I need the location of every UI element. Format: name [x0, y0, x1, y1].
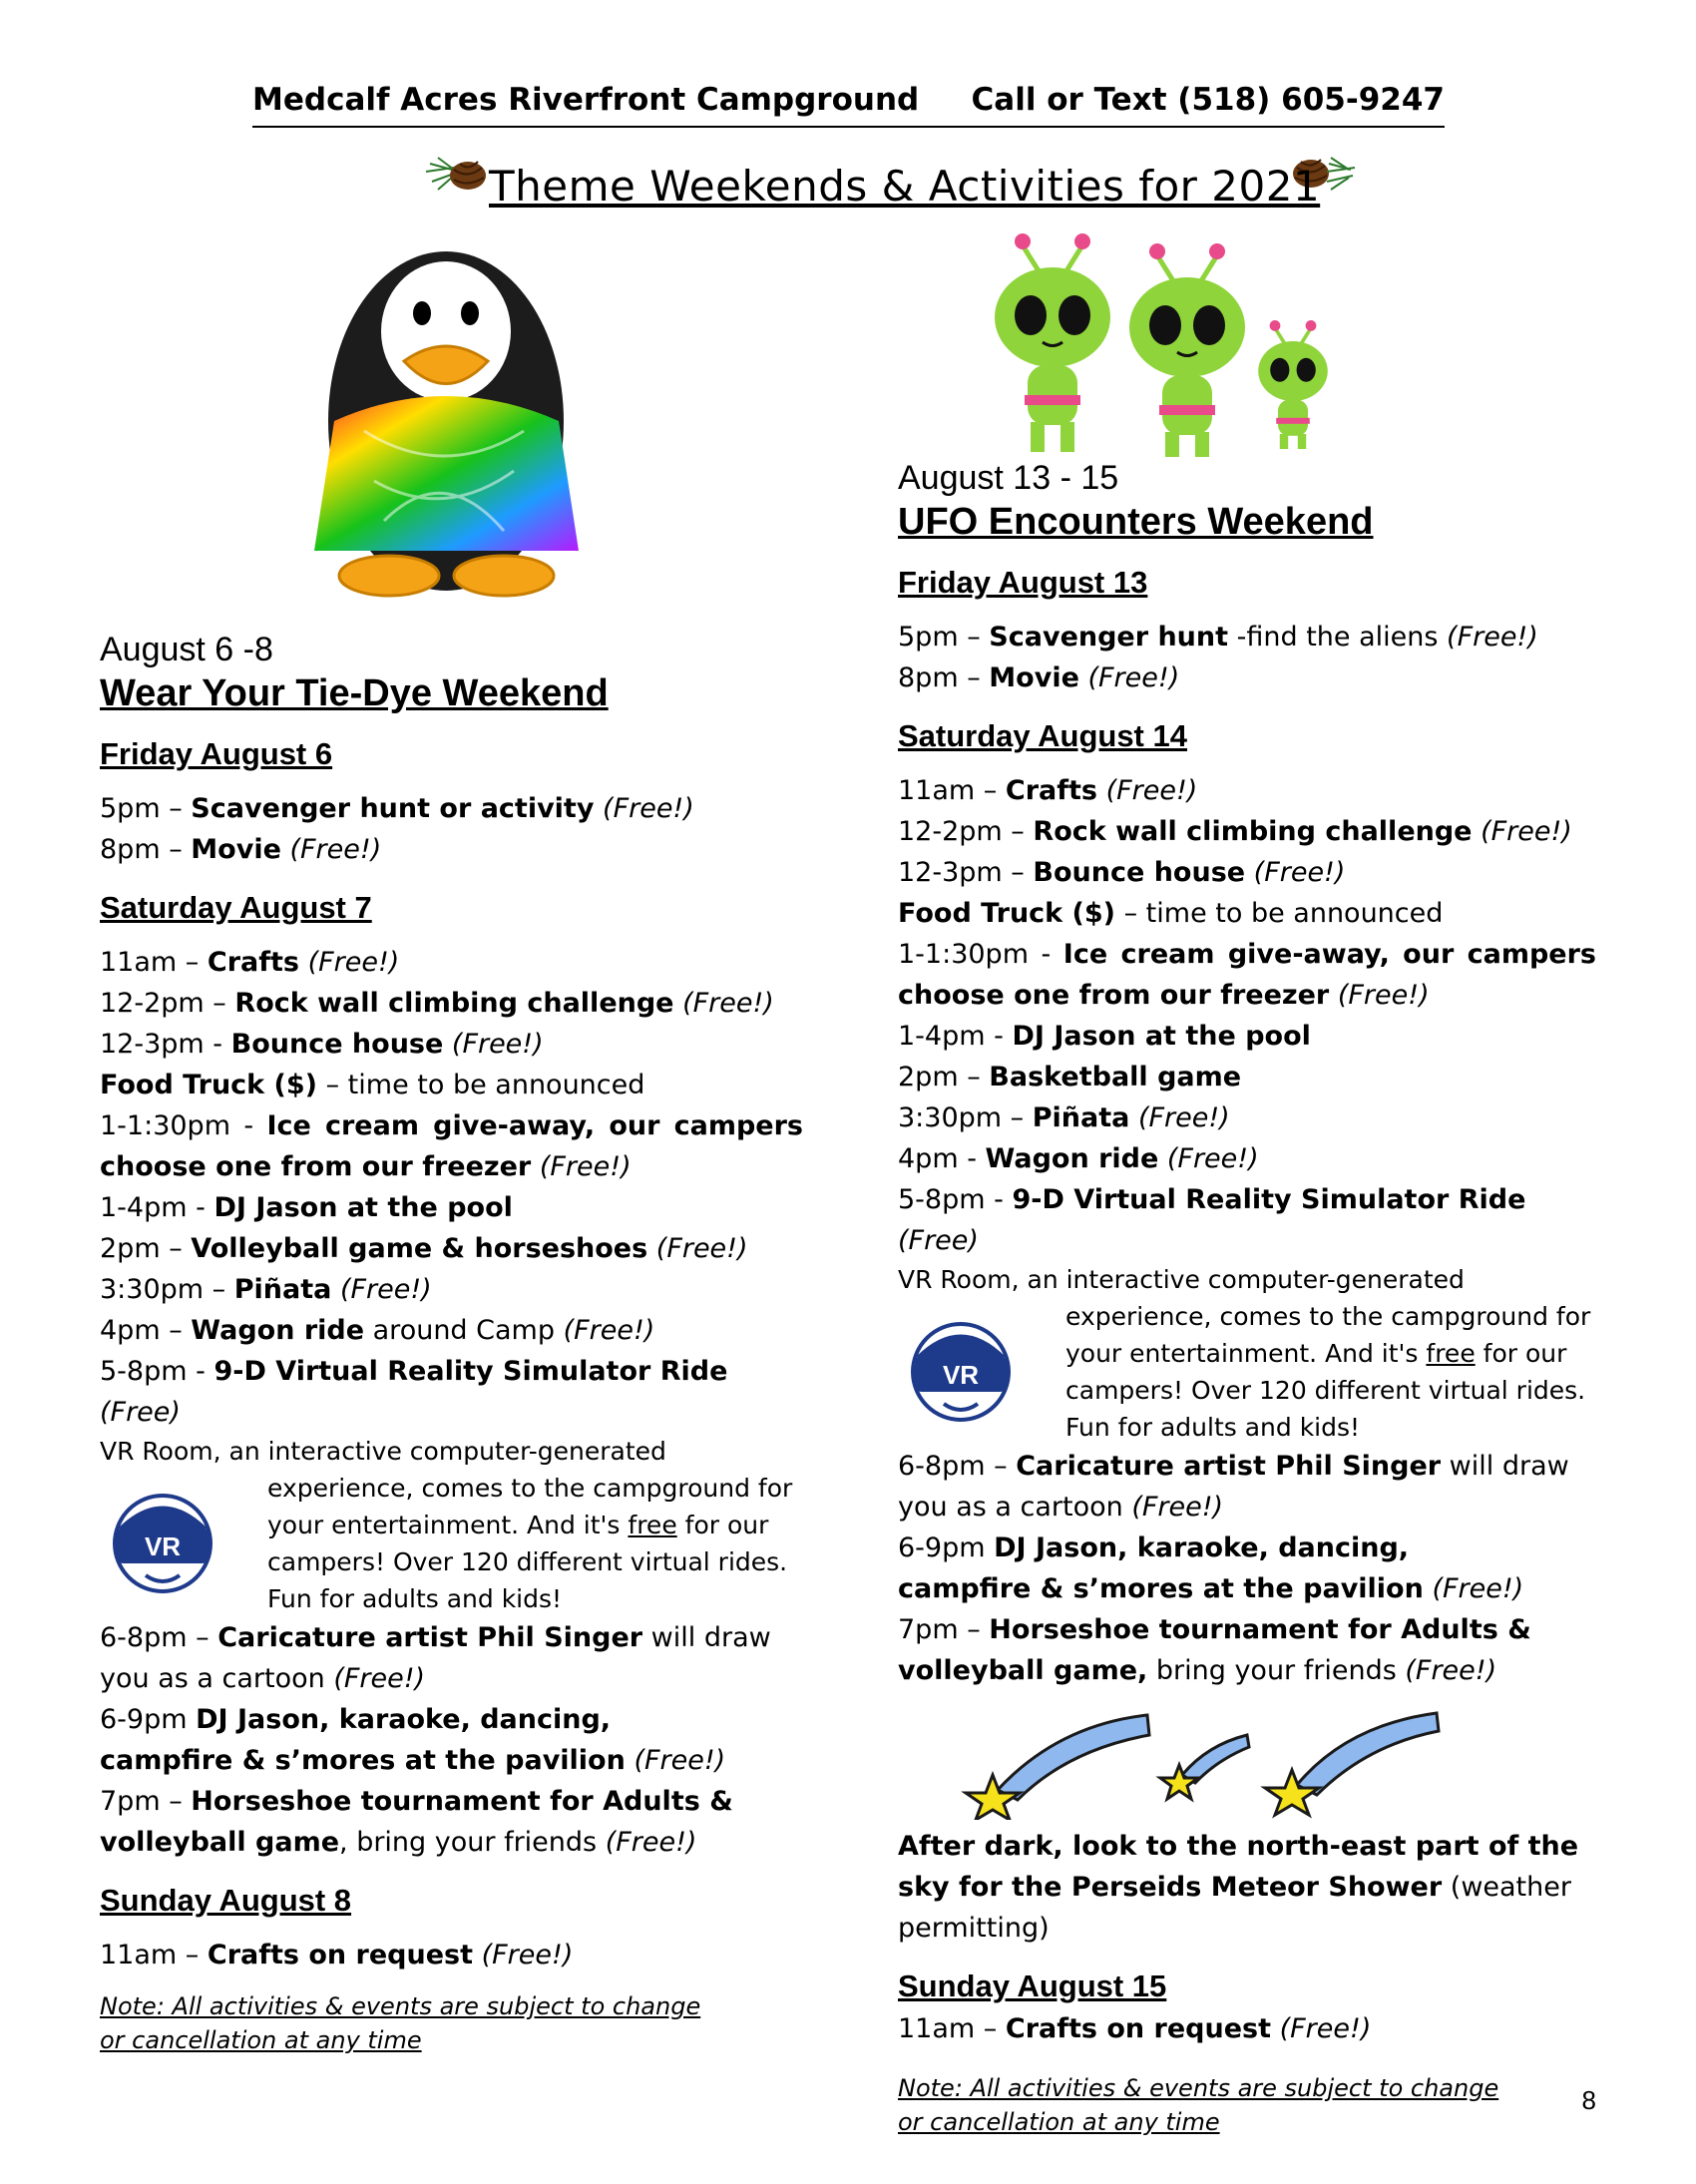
activity-line: 5pm – Scavenger hunt or activity (Free!) — [100, 793, 694, 824]
activity-line: Food Truck ($) – time to be announced — [898, 898, 1444, 929]
vr-badge-text: VR — [942, 1360, 980, 1390]
disclaimer-note: Note: All activities & events are subject to change or cancellation at any time — [100, 1992, 701, 2054]
activity-line: 5-8pm - 9-D Virtual Reality Simulator Ride (Free) — [100, 1356, 728, 1428]
activity-line: 3:30pm – Piñata (Free!) — [898, 1102, 1230, 1133]
activity-line: 7pm – Horseshoe tournament for Adults & volleyball game, bring your friends (Free!) — [898, 1614, 1531, 1686]
activity-line: 12-3pm – Bounce house (Free!) — [898, 857, 1346, 888]
day-heading: Sunday August 8 — [100, 1883, 352, 1918]
vr-headset-icon — [906, 1312, 1016, 1432]
penguin-tiedye-image — [304, 221, 589, 601]
activity-line: 1-1:30pm - Ice cream give-away, our campers choose one from our freezer (Free!) — [898, 939, 1596, 1011]
activity-line: 4pm – Wagon ride around Camp (Free!) — [100, 1315, 655, 1346]
disclaimer-note: Note: All activities & events are subject to change or cancellation at any time — [898, 2074, 1499, 2136]
activity-line: 6-8pm – Caricature artist Phil Singer will draw you as a cartoon (Free!) — [100, 1622, 771, 1694]
activity-line: 11am – Crafts (Free!) — [898, 775, 1198, 806]
activity-line: 8pm – Movie (Free!) — [898, 662, 1180, 693]
activity-line: 1-4pm - DJ Jason at the pool — [100, 1192, 513, 1223]
weekend-dates: August 6 -8 — [100, 631, 273, 668]
right-column — [898, 457, 1596, 2139]
vr-badge-text: VR — [144, 1531, 182, 1561]
activity-line: 1-4pm - DJ Jason at the pool — [898, 1021, 1311, 1052]
phone-number: Call or Text (518) 605-9247 — [971, 82, 1445, 118]
vr-description: VR experience, comes to the campground for your entertainment. And it's free for our campers! Over 120 different virtual rides. Fun for adults and kids! — [100, 1470, 803, 1617]
weekend-title: UFO Encounters Weekend — [898, 501, 1374, 543]
page-title: Theme Weekends & Activities for 2021 — [489, 162, 1321, 211]
activity-line: 6-9pm DJ Jason, karaoke, dancing, campfire & s’mores at the pavilion (Free!) — [100, 1704, 726, 1776]
left-column — [100, 629, 803, 2057]
activity-line: 11am – Crafts (Free!) — [100, 947, 400, 978]
page-number: 8 — [1581, 2085, 1596, 2115]
activity-line: Food Truck ($) – time to be announced — [100, 1070, 645, 1100]
activity-line: 11am – Crafts on request (Free!) — [100, 1940, 574, 1970]
activity-line: 3:30pm – Piñata (Free!) — [100, 1274, 432, 1305]
activity-line: 5pm – Scavenger hunt -find the aliens (Free!) — [898, 622, 1538, 653]
day-heading: Saturday August 7 — [100, 890, 372, 925]
activity-line: 8pm – Movie (Free!) — [100, 834, 382, 865]
activity-line: 12-3pm - Bounce house (Free!) — [100, 1029, 544, 1060]
activity-line: 1-1:30pm - Ice cream give-away, our campers choose one from our freezer (Free!) — [100, 1110, 803, 1182]
day-heading: Saturday August 14 — [898, 718, 1187, 753]
weekend-title: Wear Your Tie-Dye Weekend — [100, 672, 609, 714]
shooting-stars-image — [958, 1705, 1457, 1820]
activity-line: 6-9pm DJ Jason, karaoke, dancing, campfire & s’mores at the pavilion (Free!) — [898, 1532, 1524, 1604]
day-heading: Sunday August 15 — [898, 1968, 1167, 2003]
vr-description-lead: VR Room, an interactive computer-generated — [898, 1265, 1465, 1294]
pinecone-icon — [424, 150, 494, 200]
activity-line: 4pm - Wagon ride (Free!) — [898, 1143, 1259, 1174]
vr-headset-icon — [108, 1484, 217, 1603]
activity-line: 2pm – Volleyball game & horseshoes (Free!) — [100, 1233, 748, 1264]
activity-line: 12-2pm – Rock wall climbing challenge (Free!) — [100, 988, 774, 1019]
page-header — [252, 82, 1445, 128]
activity-line: 5-8pm - 9-D Virtual Reality Simulator Ride (Free) — [898, 1184, 1526, 1256]
aliens-image — [993, 227, 1372, 462]
meteor-shower-line: After dark, look to the north-east part of the sky for the Perseids Meteor Shower (weather permitting) — [898, 1831, 1579, 1944]
activity-line: 6-8pm – Caricature artist Phil Singer will draw you as a cartoon (Free!) — [898, 1451, 1569, 1523]
activity-line: 7pm – Horseshoe tournament for Adults & volleyball game, bring your friends (Free!) — [100, 1786, 733, 1858]
vr-description: VR experience, comes to the campground for your entertainment. And it's free for our campers! Over 120 different virtual rides. Fun for adults and kids! — [898, 1298, 1596, 1446]
vr-description-lead: VR Room, an interactive computer-generated — [100, 1437, 666, 1466]
day-heading: Friday August 13 — [898, 565, 1148, 600]
weekend-dates: August 13 - 15 — [898, 459, 1119, 497]
activity-line: 11am – Crafts on request (Free!) — [898, 2013, 1372, 2044]
campground-name: Medcalf Acres Riverfront Campground — [252, 82, 920, 118]
activity-line: 12-2pm – Rock wall climbing challenge (Free!) — [898, 816, 1572, 847]
activity-line: 2pm – Basketball game — [898, 1062, 1242, 1092]
day-heading: Friday August 6 — [100, 736, 333, 771]
